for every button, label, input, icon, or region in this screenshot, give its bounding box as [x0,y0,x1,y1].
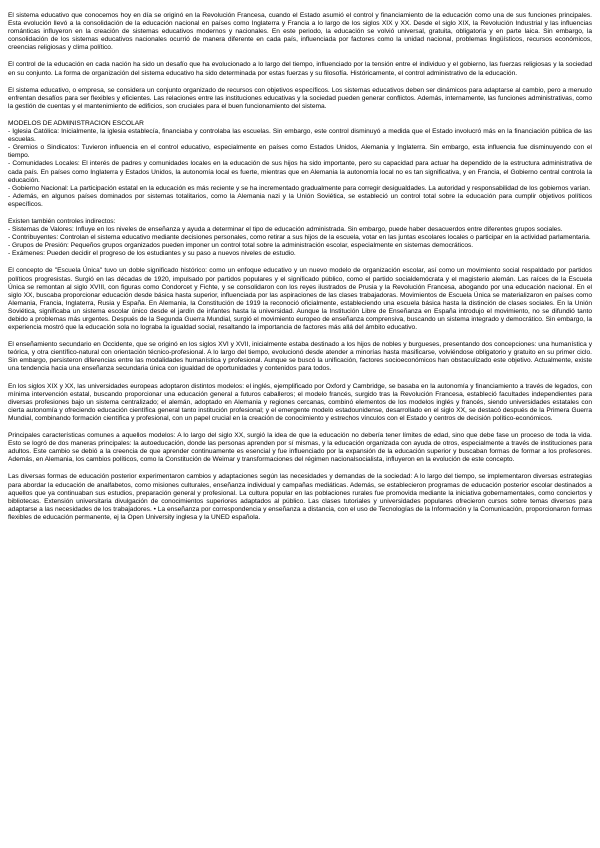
paragraph-system-definition: El sistema educativo, o empresa, se considera un conjunto organizado de recursos con objetivos específicos. Los sistemas educativos deben ser dinámicos para adaptarse al cambio, pero a menudo enfrentan desafíos para ser flexibles y eficientes. Las relaciones entre las instituciones educativas y la sociedad pueden generar conflictos. Además, internamente, las funciones administrativas, como la gestión de cuentas y el mantenimiento de edificios, son cruciales para el buen funcionamiento del sistema. [8,86,592,110]
section-indirect-controls [8,218,592,258]
paragraph-main-characteristics: Principales características comunes a aquellos modelos: A lo largo del siglo XX, surgió la idea de que la educación no debería tener límites de edad, sino que debe fase un proceso de toda la vida. Esto se logró de dos maneras principales: la autoeducación, donde las personas aprenden por sí mismas, y la educación organizada con ayuda de otros, especialmente a través de instituciones para adultos. Este cambio se debió a la creencia de que aprender continuamente es esencial y fue influenciado por la expansión de la educación superior y buscaban formas de formar a los profesores. Además, en Alemania, los cambios políticos, como la Constitución de Weimar y transformaciones del régimen nacionalsocialista, influyeron en la evolución de este concepto. [8,432,592,464]
paragraph-origin: El sistema educativo que conocemos hoy en día se originó en la Revolución Francesa, cuando el Estado asumió el control y financiamiento de la educación como una de sus funciones principales. Esta evolución llevó a la consolidación de la educación nacional en países como Inglaterra y Francia a lo largo de los siglos XIX y XX. Desde el siglo XIX, la Revolución Industrial y las influencias románticas influyeron en la creación de sistemas educativos modernos y nacionales. En este periodo, la educación se volvió universal, gratuita, obligatoria y en parte laica. Sin embargo, la consolidación de los sistemas educativos nacionales ocurrió de manera diferente en cada país, influenciada por factores como la unidad nacional, problemas lingüísticos, recursos económicos, creencias religiosas y clima político. [8,12,592,52]
list-item: - Comunidades Locales: El interés de padres y comunidades locales en la educación de sus hijos ha sido importante, pero su capacidad para actuar ha dependido de la estructura administrativa de cada país. En países como Inglaterra y Estados Unidos, la autonomía local es fuerte, mientras que en Alemania la autonomía local no es tan significativa, y en Francia, el Gobierno central controla la educación. [8,160,592,184]
paragraph-escuela-unica: El concepto de "Escuela Única" tuvo un doble significado histórico: como un enfoque educativo y un nuevo modelo de organización escolar, así como un movimiento social respaldado por partidos políticos progresistas. Surgió en las décadas de 1920, impulsado por partidos populares y el significado público, como el partido socialdemócrata y el magisterio alemán. Las raíces de la Escuela Única se remontan al siglo XVIII, con figuras como Condorcet y Fichte, y se consolidaron con los reyes ilustrados de Prusia y la Revolución Francesa, abogando por una educación nacional. En el siglo XX, buscaba proporcionar educación desde básica hasta superior, influenciada por las aspiraciones de las clases trabajadoras. Movimientos de Escuela Única se materializaron en países como Alemania, Francia, Inglaterra, Rusia y España. En Alemania, la Constitución de 1919 la reconoció oficialmente, estableciendo una escuela básica hasta la distinción de clases sociales. En la Unión Soviética, significaba un sistema escolar único desde el jardín de infantes hasta la universidad. Aunque la Institución Libre de Enseñanza en España introdujo el movimiento, no se difundió tanto debido a problemas más urgentes. Después de la Segunda Guerra Mundial, surgió el movimiento europeo de enseñanza comprensiva, buscando un sistema integrado y democrático. Sin embargo, la experiencia mostró que la educación sola no lograba la igualdad social, resaltando la importancia de factores más allá del ámbito educativo. [8,267,592,332]
list-item: - Grupos de Presión: Pequeños grupos organizados pueden imponer un control total sobre la administración escolar, especialmente en sistemas democráticos. [8,242,474,250]
list-item: - Gobierno Nacional: La participación estatal en la educación es más reciente y se ha incrementado gradualmente para corregir desigualdades. La autoridad y responsabilidad de los gobiernos varían. [8,184,591,192]
list-item: - Sistemas de Valores: Influye en los niveles de enseñanza y ayuda a determinar el tipo de educación administrada. Sin embargo, puede haber desacuerdos entre diferentes grupos sociales. [8,226,563,234]
paragraph-secondary-education: El enseñamiento secundario en Occidente, que se originó en los siglos XVI y XVII, inicialmente estaba destinado a los hijos de nobles y burgueses, presentando dos concepciones: una humanística y teórica, y otra científico-natural con orientación técnico-profesional. A lo largo del tiempo, evolucionó desde atender a minorías hasta masificarse, volviéndose obligatorio y gratuito en su primer ciclo. Sin embargo, persisteron diferencias entre las modalidades humanística y profesional. Aunque se buscó la unificación, factores socioeconómicos han obstaculizado este objetivo. Actualmente, existe una tendencia hacia una enseñanza secundaria única con igualdad de oportunidades y contenidos para todos. [8,341,592,373]
paragraph-control: El control de la educación en cada nación ha sido un desafío que ha evolucionado a lo largo del tiempo, influenciado por la tensión entre el individuo y el gobierno, las fuerzas religiosas y la sociedad en su conjunto. La forma de organización del sistema educativo ha sido determinada por estas fuerzas y su filosofía. Históricamente, el control administrativo de la educación. [8,61,592,77]
list-item: - Exámenes: Pueden decidir el progreso de los estudiantes y su paso a nuevos niveles de estudio. [8,250,296,258]
paragraph-universities: En los siglos XIX y XX, las universidades europeas adoptaron distintos modelos: el inglés, ejemplificado por Oxford y Cambridge, se basaba en la autonomía y financiamiento a través de legados, con mínima intervención estatal, buscando proporcionar una educación general a futuros caballeros; el modelo francés, surgido tras la Revolución Francesa, estableció facultades independientes para diversas profesiones bajo un sistema centralizado; el alemán, adoptado en Alemania y regiones cercanas, combinó elementos de los modelos inglés y francés, siendo universidades estatales con cierta autonomía y ofreciendo educación científica general tanto institución profesional; y el emergente modelo estadounidense, desarrollado en el siglo XX, se destacó después de la Primera Guerra Mundial, combinando formación científica y profesional, con un papel crucial en la creación de conocimiento y estrechos vínculos con el Estado y centros de decisión político-económicos. [8,382,592,422]
section-intro: Existen también controles indirectos: [8,217,116,225]
list-item: - Gremios o Sindicatos: Tuvieron influencia en el control educativo, especialmente en países como Estados Unidos, Alemania y Inglaterra. Sin embargo, esta influencia fue disminuyendo con el tiempo. [8,144,592,160]
paragraph-post-school-education: Las diversas formas de educación posterior experimentaron cambios y adaptaciones según las necesidades y demandas de la sociedad: A lo largo del tiempo, se implementaron diversas estrategias para abordar la educación de analfabetos, como misiones culturales, enseñanza individual y campañas mediáticas. Además, se establecieron programas de educación posterior escolar destinados a aquellos que ya continuaban sus estudios, preparación general y profesional. La cultura popular en las poblaciones rurales fue promovida mediante la iniciativa gobernamentales, como conciertos y bibliotecas. Extensión universitaria divulgación de conocimientos superiores adaptados al público. Las clases tutoriales y universidades populares ofrecieron cursos sobre temas diversos para adaptarse a las necesidades de los trabajadores. • La enseñanza por correspondencia y enseñanza a distancia, con el uso de Tecnologías de la Información y la Comunicación, proporcionaron formas flexibles de educación permanente, ej la Open University inglesa y la UNED española. [8,473,592,521]
section-heading: MODELOS DE ADMINISTRACION ESCOLAR [8,119,144,127]
list-item: - Además, en algunos países dominados por sistemas totalitarios, como la Alemania nazi y la Unión Soviética, se estableció un control total sobre la educación para cumplir objetivos políticos específicos. [8,192,592,208]
section-administration-models [8,120,592,209]
list-item: - Iglesia Católica: Inicialmente, la iglesia establecía, financiaba y controlaba las escuelas. Sin embargo, este control disminuyó a medida que el Estado involucró más en la financiación pública de las escuelas. [8,128,592,144]
list-item: - Contribuyentes: Controlan el sistema educativo mediante decisiones personales, como retirar a sus hijos de la escuela, votar en las juntas escolares locales o participar en la actividad parlamentaria. [8,234,591,242]
